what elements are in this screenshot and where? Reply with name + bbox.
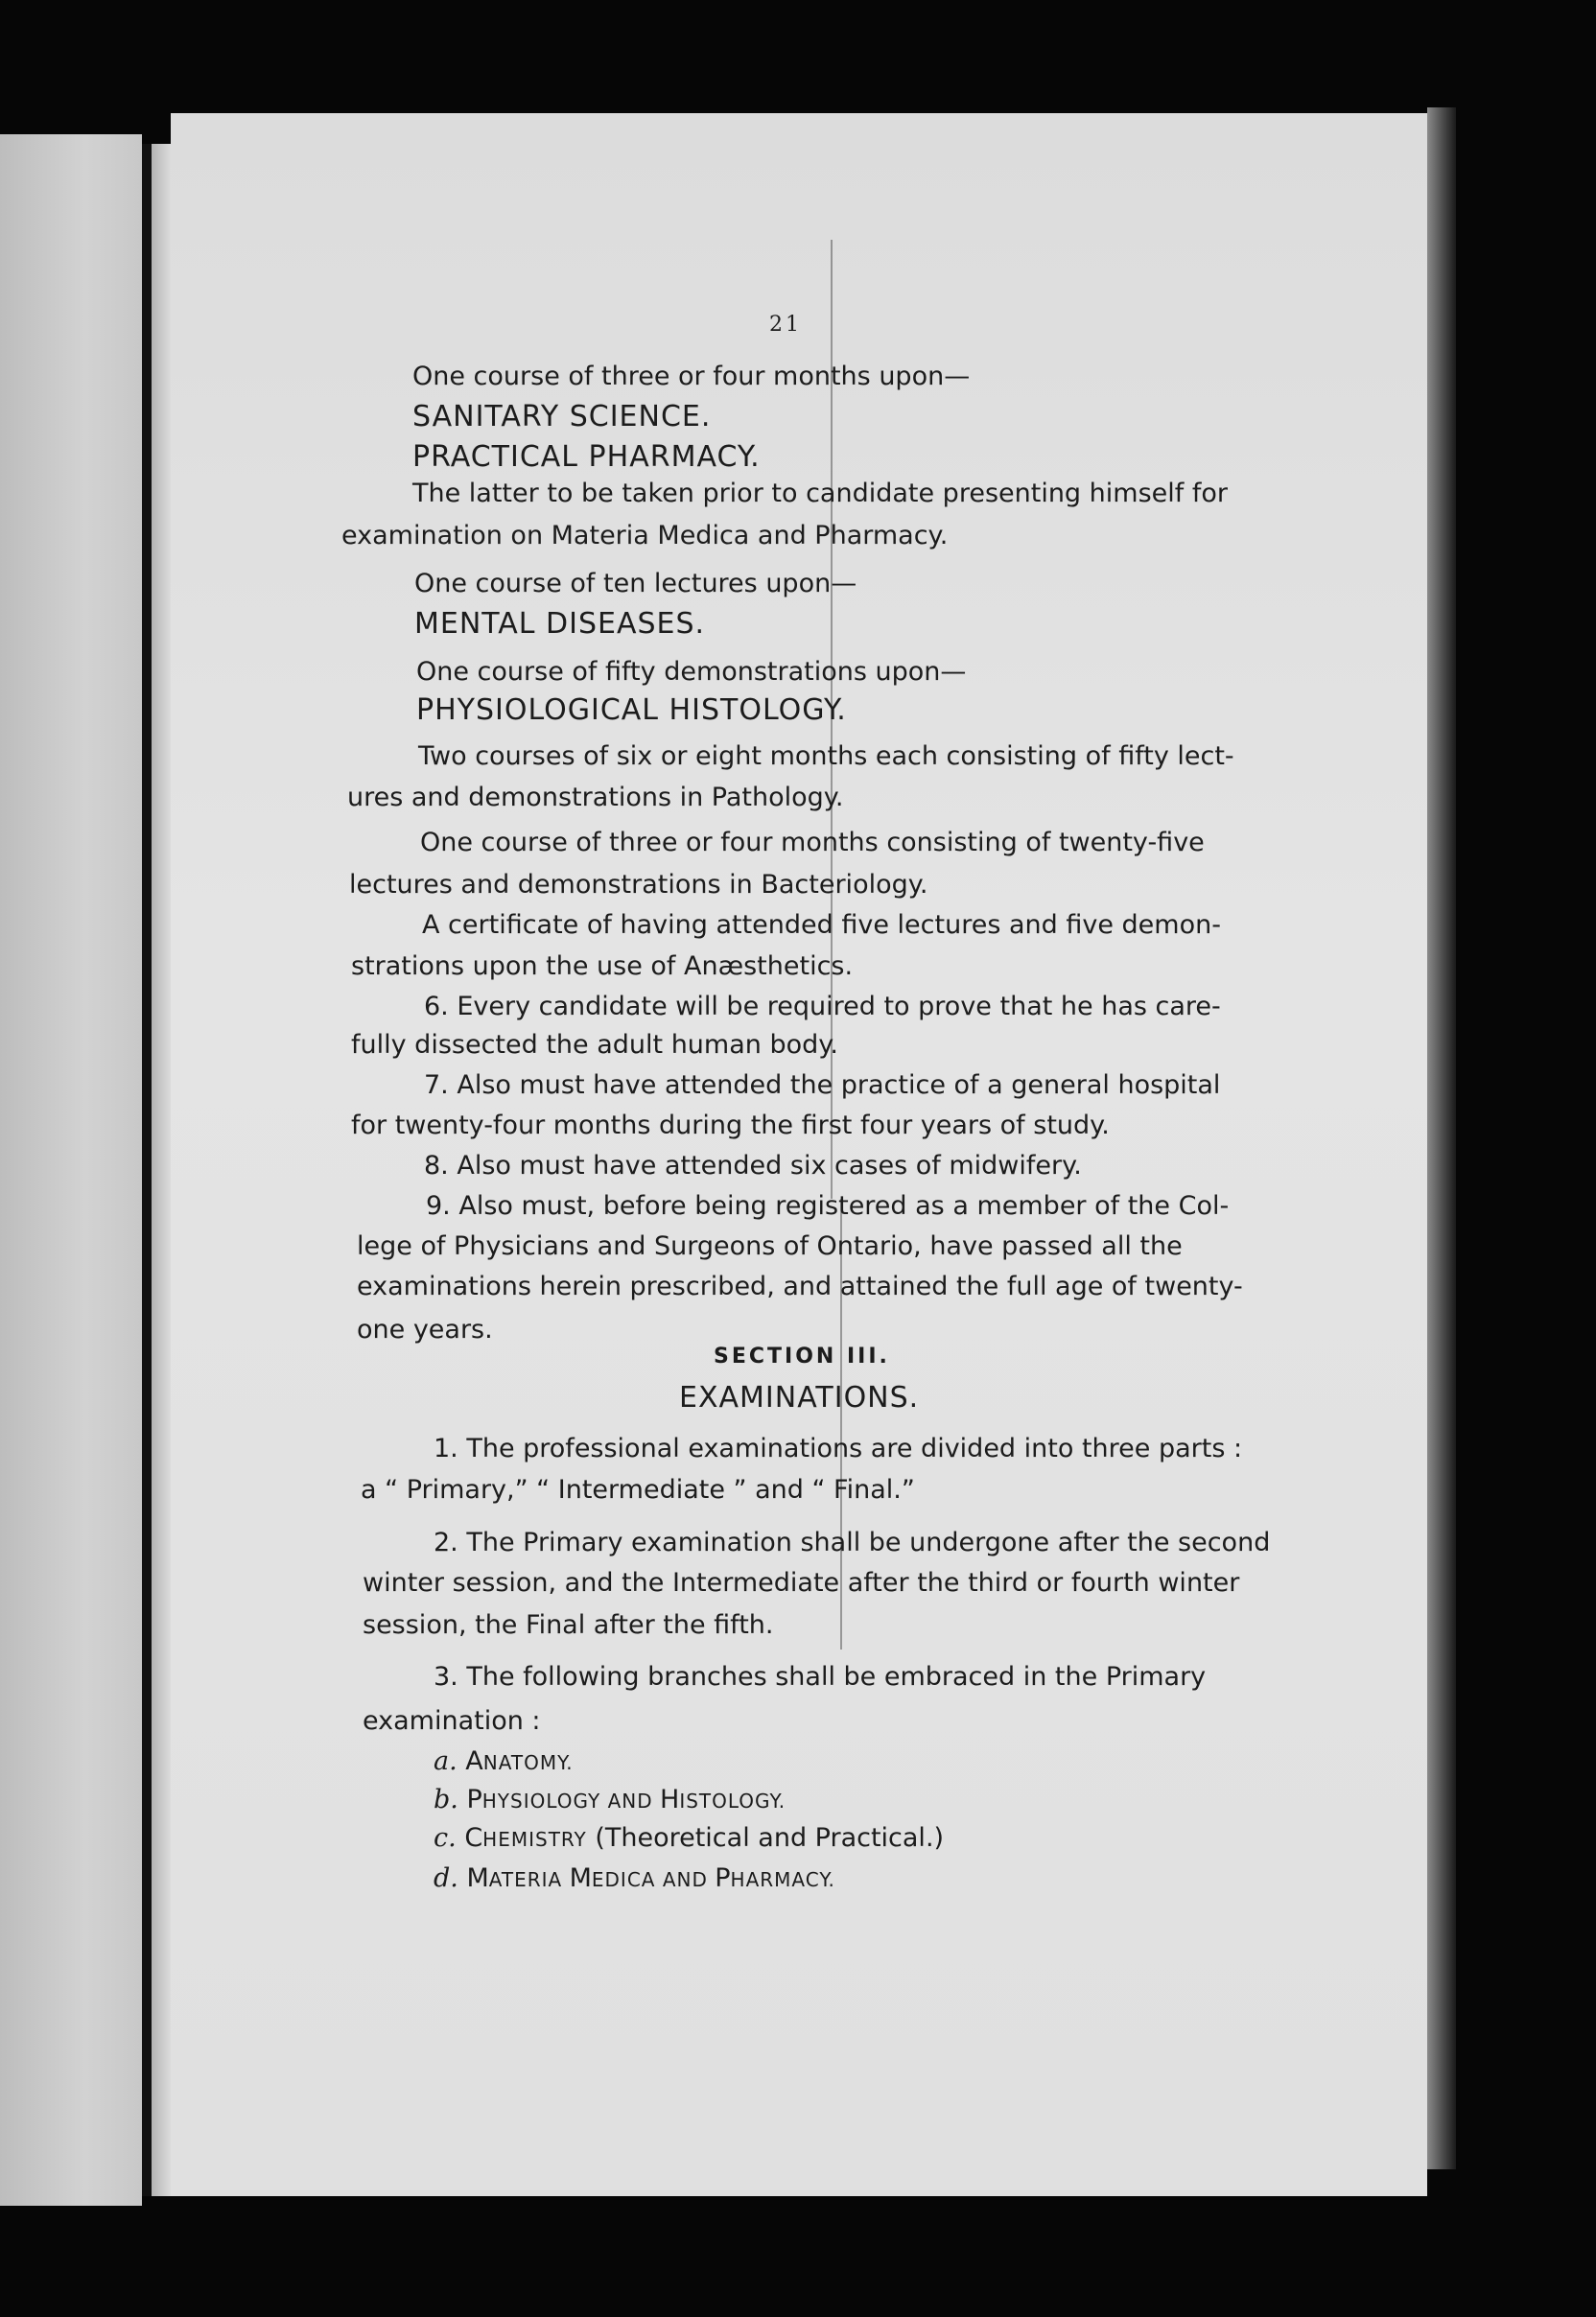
text-line: lectures and demonstrations in Bacteriology. bbox=[349, 870, 928, 900]
list-item bbox=[434, 1745, 574, 1779]
text-line: One course of three or four months consisting of twenty-five bbox=[420, 828, 1205, 857]
text-line: 8. Also must have attended six cases of midwifery. bbox=[424, 1151, 1082, 1181]
list-label: NATOMY. bbox=[482, 1751, 574, 1774]
subject-heading: PHYSIOLOGICAL HISTOLOGY. bbox=[416, 693, 847, 727]
list-label: A bbox=[465, 1746, 483, 1776]
list-letter: d. bbox=[434, 1863, 458, 1893]
list-label: ISTOLOGY. bbox=[679, 1790, 786, 1813]
list-letter: b. bbox=[434, 1785, 458, 1814]
text-line: fully dissected the adult human body. bbox=[351, 1030, 838, 1060]
section-title: EXAMINATIONS. bbox=[679, 1381, 920, 1415]
text-line: a “ Primary,” “ Intermediate ” and “ Final.” bbox=[361, 1475, 915, 1505]
list-label: P bbox=[715, 1863, 731, 1893]
text-line: examination : bbox=[363, 1706, 541, 1736]
list-label: M bbox=[569, 1863, 592, 1893]
text-line: One course of ten lectures upon— bbox=[414, 569, 857, 598]
list-label: HEMISTRY bbox=[482, 1828, 587, 1851]
text-line: 6. Every candidate will be required to prove that he has care- bbox=[424, 992, 1221, 1021]
list-label: ATERIA bbox=[488, 1868, 570, 1891]
list-label: (Theoretical and Practical.) bbox=[586, 1823, 945, 1853]
list-label: EDICA AND bbox=[591, 1868, 716, 1891]
text-line: One course of fifty demonstrations upon— bbox=[416, 657, 967, 687]
text-line: winter session, and the Intermediate after the third or fourth winter bbox=[363, 1568, 1240, 1598]
text-line: 7. Also must have attended the practice of a general hospital bbox=[424, 1070, 1221, 1100]
text-line: A certificate of having attended five lectures and five demon- bbox=[422, 910, 1221, 940]
text-line: One course of three or four months upon— bbox=[412, 362, 971, 391]
text-line: 3. The following branches shall be embraced in the Primary bbox=[434, 1662, 1207, 1692]
text-line: one years. bbox=[357, 1315, 493, 1345]
text-line: session, the Final after the fifth. bbox=[363, 1610, 774, 1640]
text-line: The latter to be taken prior to candidate presenting himself for bbox=[412, 479, 1228, 508]
list-item bbox=[434, 1822, 944, 1856]
subject-heading: SANITARY SCIENCE. bbox=[412, 400, 712, 433]
list-label: HARMACY. bbox=[730, 1868, 835, 1891]
page-gutter bbox=[152, 144, 171, 2196]
text-line: lege of Physicians and Surgeons of Ontario, have passed all the bbox=[357, 1231, 1183, 1261]
list-label: C bbox=[464, 1823, 483, 1853]
list-letter: a. bbox=[434, 1746, 458, 1776]
text-line: examination on Materia Medica and Pharmacy. bbox=[341, 521, 949, 550]
subject-heading: MENTAL DISEASES. bbox=[414, 607, 706, 641]
subject-heading: PRACTICAL PHARMACY. bbox=[412, 440, 761, 474]
text-line: strations upon the use of Anæsthetics. bbox=[351, 951, 854, 981]
list-label: P bbox=[466, 1785, 482, 1814]
text-line: ures and demonstrations in Pathology. bbox=[347, 783, 844, 812]
book-spine bbox=[142, 144, 152, 2196]
list-letter: c. bbox=[434, 1823, 457, 1853]
list-item bbox=[434, 1862, 835, 1896]
list-label: H bbox=[660, 1785, 680, 1814]
text-line: for twenty-four months during the first four years of study. bbox=[351, 1111, 1110, 1140]
text-line: 9. Also must, before being registered as a member of the Col- bbox=[426, 1191, 1230, 1221]
facing-page bbox=[0, 134, 142, 2206]
section-heading: SECTION III. bbox=[714, 1345, 890, 1369]
list-label: HYSIOLOGY AND bbox=[481, 1790, 661, 1813]
text-line: 1. The professional examinations are divided into three parts : bbox=[434, 1434, 1243, 1463]
text-line: examinations herein prescribed, and attained the full age of twenty- bbox=[357, 1272, 1243, 1301]
page-number: 21 bbox=[769, 313, 802, 337]
list-label: M bbox=[466, 1863, 489, 1893]
list-item bbox=[434, 1784, 786, 1817]
text-line: Two courses of six or eight months each consisting of fifty lect- bbox=[418, 741, 1234, 771]
text-line: 2. The Primary examination shall be undergone after the second bbox=[434, 1528, 1271, 1557]
page-edge bbox=[1427, 107, 1456, 2169]
